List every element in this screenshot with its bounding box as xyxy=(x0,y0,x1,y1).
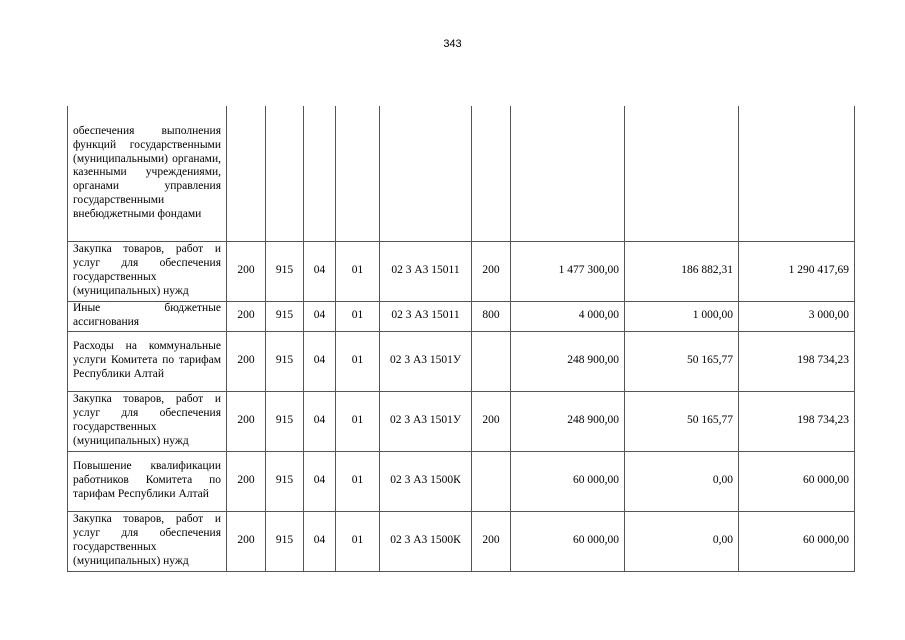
subsection-code: 01 xyxy=(336,511,380,571)
executed-amount: 50 165,77 xyxy=(625,331,739,391)
expense-type xyxy=(472,106,511,241)
remainder-amount: 198 734,23 xyxy=(739,391,855,451)
remainder-amount: 198 734,23 xyxy=(739,331,855,391)
section-code: 04 xyxy=(304,301,336,331)
section-code: 04 xyxy=(304,241,336,301)
section-code: 04 xyxy=(304,511,336,571)
executed-amount: 50 165,77 xyxy=(625,391,739,451)
section-code xyxy=(304,106,336,241)
plan-amount: 248 900,00 xyxy=(511,391,625,451)
subsection-code: 01 xyxy=(336,391,380,451)
row-name: Иные бюджетные ассигнования xyxy=(68,301,227,331)
plan-amount xyxy=(511,106,625,241)
row-name: Закупка товаров, работ и услуг для обеспечения государственных (муниципальных) нужд xyxy=(68,391,227,451)
row-name: Повышение квалификации работников Комитета по тарифам Республики Алтай xyxy=(68,451,227,511)
remainder-amount xyxy=(739,106,855,241)
page-number: 343 xyxy=(443,38,462,50)
table-row xyxy=(68,331,855,391)
subsection-code xyxy=(336,106,380,241)
row-name: Закупка товаров, работ и услуг для обеспечения государственных (муниципальных) нужд xyxy=(68,241,227,301)
table-row xyxy=(68,391,855,451)
admin-code: 200 xyxy=(227,241,266,301)
ministry-code: 915 xyxy=(266,511,304,571)
subsection-code: 01 xyxy=(336,451,380,511)
row-name: Закупка товаров, работ и услуг для обеспечения государственных (муниципальных) нужд xyxy=(68,511,227,571)
target-article: 02 3 А3 15011 xyxy=(380,241,472,301)
expense-type: 800 xyxy=(472,301,511,331)
table-row xyxy=(68,451,855,511)
budget-table xyxy=(67,106,855,572)
admin-code: 200 xyxy=(227,451,266,511)
target-article: 02 3 А3 1500К xyxy=(380,451,472,511)
admin-code: 200 xyxy=(227,511,266,571)
executed-amount: 0,00 xyxy=(625,511,739,571)
expense-type: 200 xyxy=(472,511,511,571)
plan-amount: 60 000,00 xyxy=(511,511,625,571)
subsection-code: 01 xyxy=(336,241,380,301)
ministry-code: 915 xyxy=(266,241,304,301)
executed-amount: 0,00 xyxy=(625,451,739,511)
expense-type xyxy=(472,331,511,391)
ministry-code xyxy=(266,106,304,241)
ministry-code: 915 xyxy=(266,331,304,391)
admin-code: 200 xyxy=(227,391,266,451)
subsection-code: 01 xyxy=(336,301,380,331)
expense-type xyxy=(472,451,511,511)
row-name: Расходы на коммунальные услуги Комитета по тарифам Республики Алтай xyxy=(68,331,227,391)
admin-code: 200 xyxy=(227,301,266,331)
executed-amount xyxy=(625,106,739,241)
table-row xyxy=(68,511,855,571)
admin-code: 200 xyxy=(227,331,266,391)
table-row xyxy=(68,241,855,301)
section-code: 04 xyxy=(304,391,336,451)
table-row xyxy=(68,106,855,241)
section-code: 04 xyxy=(304,451,336,511)
plan-amount: 60 000,00 xyxy=(511,451,625,511)
remainder-amount: 3 000,00 xyxy=(739,301,855,331)
remainder-amount: 1 290 417,69 xyxy=(739,241,855,301)
expense-type: 200 xyxy=(472,391,511,451)
target-article: 02 3 А3 1501У xyxy=(380,331,472,391)
executed-amount: 1 000,00 xyxy=(625,301,739,331)
executed-amount: 186 882,31 xyxy=(625,241,739,301)
target-article: 02 3 А3 1500К xyxy=(380,511,472,571)
section-code: 04 xyxy=(304,331,336,391)
target-article: 02 3 А3 1501У xyxy=(380,391,472,451)
plan-amount: 4 000,00 xyxy=(511,301,625,331)
plan-amount: 1 477 300,00 xyxy=(511,241,625,301)
subsection-code: 01 xyxy=(336,331,380,391)
target-article: 02 3 А3 15011 xyxy=(380,301,472,331)
remainder-amount: 60 000,00 xyxy=(739,451,855,511)
ministry-code: 915 xyxy=(266,391,304,451)
plan-amount: 248 900,00 xyxy=(511,331,625,391)
expense-type: 200 xyxy=(472,241,511,301)
admin-code xyxy=(227,106,266,241)
target-article xyxy=(380,106,472,241)
ministry-code: 915 xyxy=(266,301,304,331)
table-row xyxy=(68,301,855,331)
ministry-code: 915 xyxy=(266,451,304,511)
remainder-amount: 60 000,00 xyxy=(739,511,855,571)
row-name: обеспечения выполнения функций государственными (муниципальными) органами, казенными учреждениями, органами управления государственными внебюджетными фондами xyxy=(68,106,227,241)
